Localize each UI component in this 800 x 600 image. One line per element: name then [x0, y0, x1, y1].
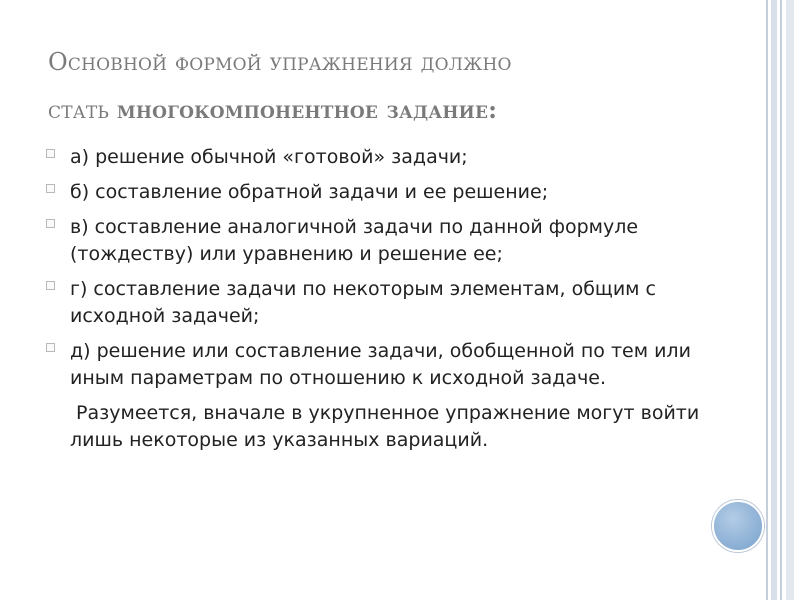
title-line-2-bold: многокомпонентное задание:	[116, 95, 498, 124]
decorative-stripe	[780, 0, 782, 600]
title-line-1: Основной формой упражнения должно	[48, 48, 512, 76]
list-item	[46, 338, 706, 392]
square-bullet-icon	[46, 219, 55, 228]
list-item	[46, 179, 706, 206]
list-item	[46, 144, 706, 171]
decorative-stripe	[771, 0, 777, 600]
square-bullet-icon	[46, 149, 55, 158]
decorative-circle-icon	[712, 500, 764, 552]
list-item	[46, 276, 706, 330]
decorative-stripe	[786, 0, 794, 600]
list-item-text: д) решение или составление задачи, обобщенной по тем или иным параметрам по отношению к исходной задаче.	[70, 340, 691, 389]
title-line-2-plain: стать	[48, 96, 117, 124]
square-bullet-icon	[46, 184, 55, 193]
decorative-stripe	[766, 0, 768, 600]
list-item-text: б) составление обратной задачи и ее решение;	[70, 181, 549, 203]
list-item-text: а) решение обычной «готовой» задачи;	[70, 146, 468, 168]
note-paragraph: Разумеется, вначале в укрупненное упражнение могут войти лишь некоторые из указанных вариаций.	[70, 402, 706, 451]
title-line-2	[48, 86, 748, 134]
square-bullet-icon	[46, 281, 55, 290]
slide-title	[48, 38, 748, 134]
bullet-list	[46, 144, 706, 454]
list-item-text: в) составление аналогичной задачи по данной формуле (тождеству) или уравнению и решение ее;	[70, 216, 639, 265]
list-item-text: г) составление задачи по некоторым элементам, общим с исходной задачей;	[70, 278, 656, 327]
square-bullet-icon	[46, 343, 55, 352]
list-item	[46, 214, 706, 268]
